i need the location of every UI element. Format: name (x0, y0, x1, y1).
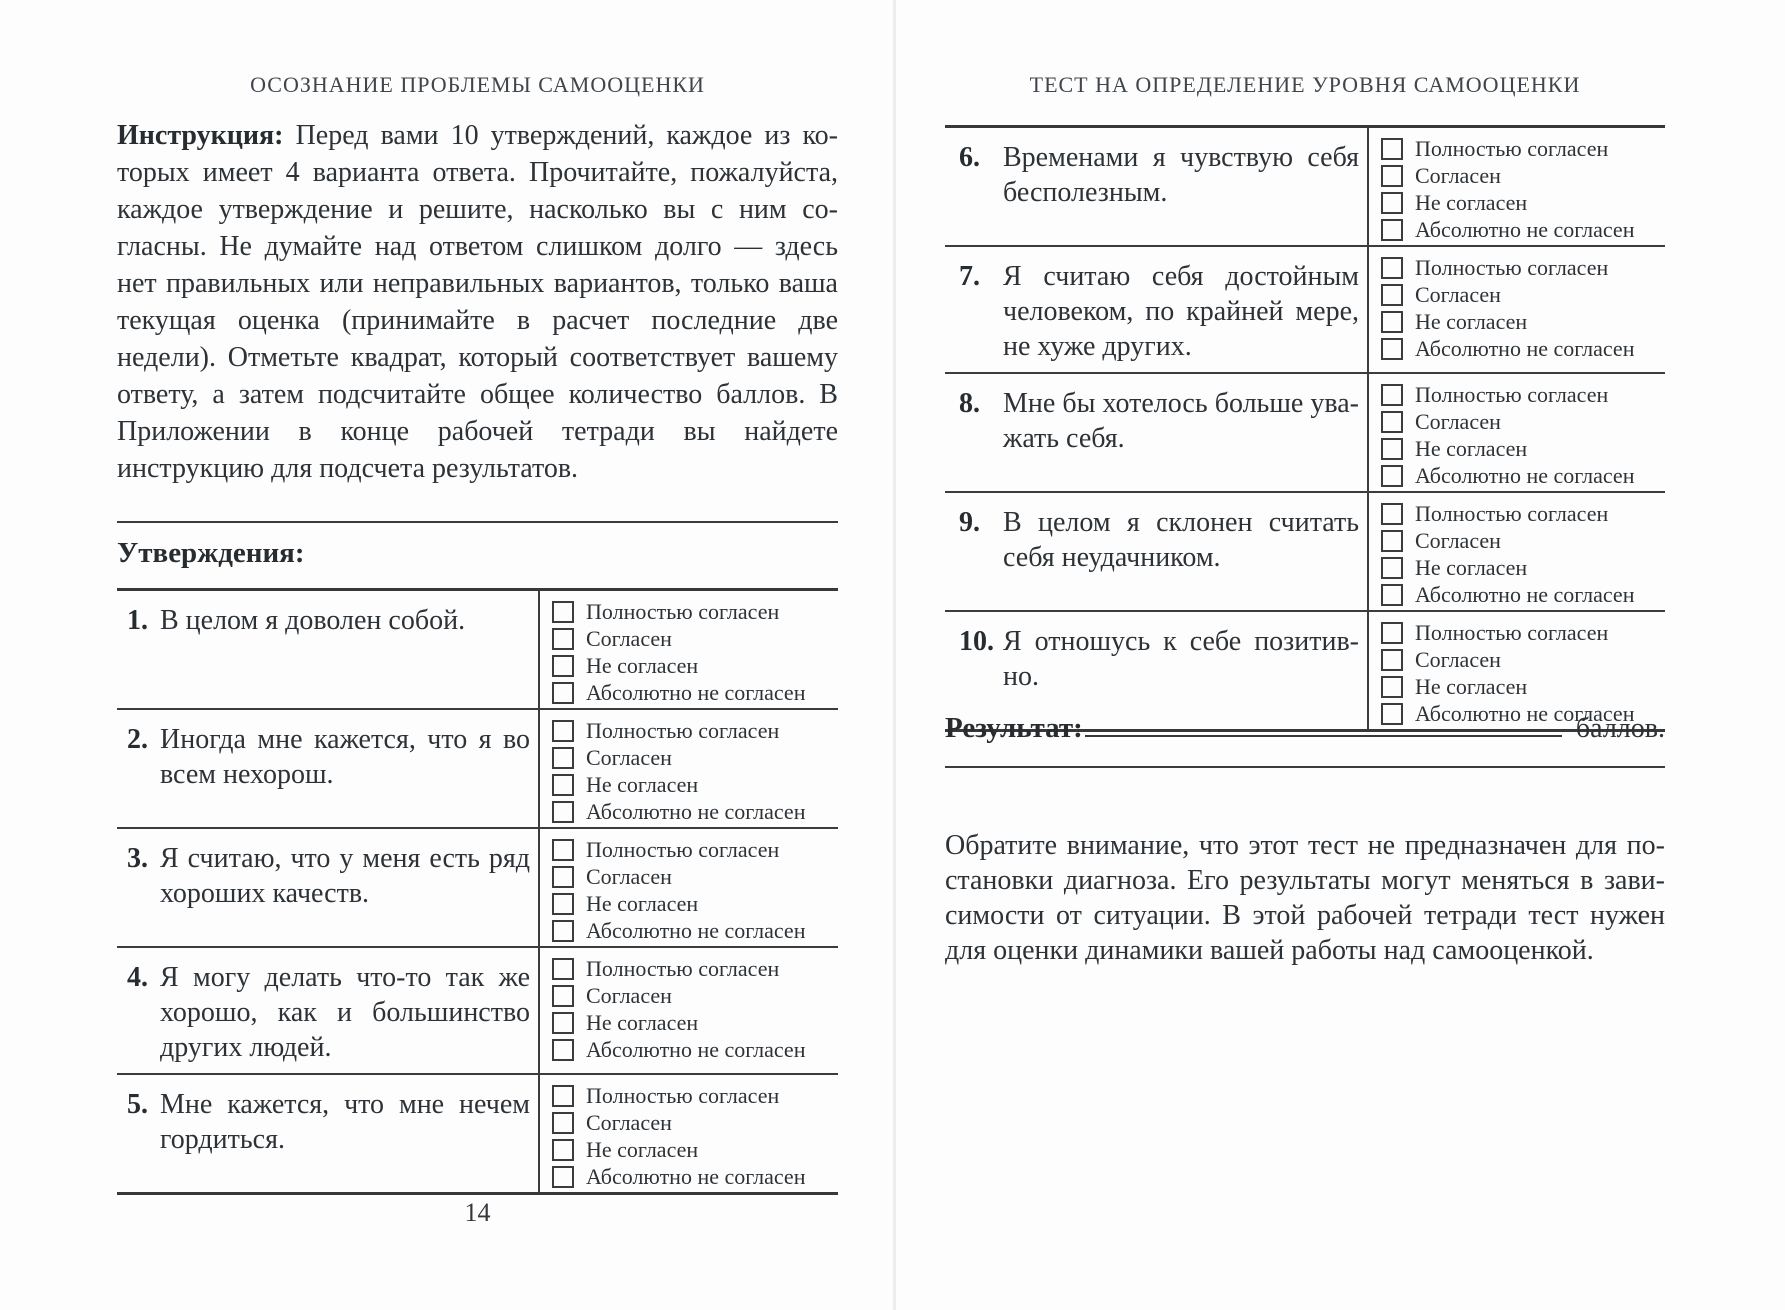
answer-options (538, 591, 838, 708)
statement-row (117, 1073, 838, 1192)
answer-option-label: Полностью согласен (1415, 135, 1609, 161)
answer-option-label: Абсолютно не согласен (1415, 581, 1635, 607)
answer-checkbox[interactable] (1381, 676, 1403, 698)
answer-option-label: Согласен (1415, 162, 1501, 188)
page-divider (893, 0, 896, 1310)
answer-option-label: Абсолютно не согласен (1415, 216, 1635, 242)
statements-table-1-5 (117, 588, 838, 1195)
answer-checkbox[interactable] (552, 1139, 574, 1161)
statement-number: 8. (959, 388, 980, 419)
note-paragraph: Обратите внимание, что этот тест не предназначен для постановки диагноза. Его результаты могут меняться в зависимости от ситуации. В этой рабочей тетради тест нужен для оценки динамики вашей работы над самооценкой. (945, 830, 1665, 966)
answer-option (1381, 435, 1661, 462)
answer-option (1381, 335, 1661, 362)
statement-number: 9. (959, 507, 980, 538)
result-points-label: баллов. (1575, 713, 1665, 744)
answer-option (1381, 408, 1661, 435)
answer-option (552, 679, 834, 706)
answer-option-label: Абсолютно не согласен (586, 679, 806, 705)
answer-option-label: Не согласен (1415, 673, 1528, 699)
answer-option (1381, 254, 1661, 281)
statement-row (117, 708, 838, 827)
answer-option-label: Не согласен (1415, 189, 1528, 215)
answer-option (552, 798, 834, 825)
answer-option-label: Полностью согласен (586, 1082, 780, 1108)
answer-option-label: Полностью согласен (1415, 381, 1609, 407)
answer-option-label: Не согласен (1415, 308, 1528, 334)
answer-checkbox[interactable] (1381, 384, 1403, 406)
statement-cell (117, 710, 538, 827)
answer-options (538, 948, 838, 1073)
answer-checkbox[interactable] (1381, 411, 1403, 433)
answer-checkbox[interactable] (552, 893, 574, 915)
answer-option-label: Полностью согласен (1415, 500, 1609, 526)
statement-row (945, 491, 1665, 610)
answer-checkbox[interactable] (552, 774, 574, 796)
answer-option-label: Согласен (586, 744, 672, 770)
answer-options (1367, 128, 1665, 245)
answer-option (552, 1009, 834, 1036)
answer-checkbox[interactable] (1381, 530, 1403, 552)
answer-checkbox[interactable] (552, 985, 574, 1007)
statement-number: 3. (127, 843, 148, 874)
statement-number: 2. (127, 724, 148, 755)
answer-options (1367, 493, 1665, 610)
answer-option-label: Не согласен (586, 771, 699, 797)
answer-option (552, 744, 834, 771)
answer-option-label: Не согласен (1415, 554, 1528, 580)
answer-option (552, 917, 834, 944)
statement-cell (945, 493, 1367, 610)
result-row (945, 712, 1665, 745)
answer-option-label: Не согласен (586, 1136, 699, 1162)
answer-checkbox[interactable] (552, 601, 574, 623)
statement-text: В целом я доволен собой. (160, 605, 466, 636)
answer-option-label: Абсолютно не согласен (586, 1163, 806, 1189)
answer-option-label: Согласен (586, 1109, 672, 1135)
answer-option (552, 836, 834, 863)
answer-option-label: Согласен (1415, 646, 1501, 672)
answer-option-label: Полностью согласен (1415, 254, 1609, 280)
answer-option-label: Полностью согласен (586, 717, 780, 743)
statement-text: Я считаю себя достойным человеком, по крайней мере, не хуже других. (1003, 261, 1359, 362)
answer-option (1381, 381, 1661, 408)
answer-checkbox[interactable] (552, 628, 574, 650)
answer-options (538, 710, 838, 827)
answer-option (1381, 619, 1661, 646)
statement-cell (117, 591, 538, 708)
answer-option (1381, 162, 1661, 189)
answer-option (1381, 216, 1661, 243)
answer-option-label: Согласен (586, 982, 672, 1008)
answer-checkbox[interactable] (1381, 503, 1403, 525)
page-number: 14 (464, 1198, 491, 1227)
statement-cell (117, 948, 538, 1073)
statement-text: Мне кажется, что мне нечем гордиться. (160, 1089, 530, 1155)
answer-option-label: Полностью согласен (1415, 619, 1609, 645)
statement-text: Я считаю, что у меня есть ряд хороших качеств. (160, 843, 530, 909)
answer-option (1381, 646, 1661, 673)
answer-checkbox[interactable] (552, 1085, 574, 1107)
result-label: Результат: (945, 712, 1083, 744)
answer-option (1381, 281, 1661, 308)
answer-checkbox[interactable] (552, 1012, 574, 1034)
answer-option-label: Абсолютно не согласен (586, 1036, 806, 1062)
answer-option-label: Полностью согласен (586, 955, 780, 981)
answer-option-label: Полностью согласен (586, 598, 780, 624)
answer-option (1381, 673, 1661, 700)
result-rule (945, 766, 1665, 768)
statement-number: 1. (127, 605, 148, 636)
statement-cell (117, 829, 538, 946)
answer-option (552, 1136, 834, 1163)
answer-options (1367, 374, 1665, 491)
answer-option (552, 1082, 834, 1109)
answer-checkbox[interactable] (552, 747, 574, 769)
answer-checkbox[interactable] (1381, 219, 1403, 241)
answer-option-label: Согласен (1415, 408, 1501, 434)
answer-checkbox[interactable] (552, 866, 574, 888)
answer-option-label: Согласен (1415, 281, 1501, 307)
answer-checkbox[interactable] (1381, 338, 1403, 360)
statement-number: 6. (959, 142, 980, 173)
answer-option (552, 652, 834, 679)
answer-checkbox[interactable] (1381, 465, 1403, 487)
answer-option-label: Полностью согласен (586, 836, 780, 862)
answer-option (552, 890, 834, 917)
answer-option-label: Абсолютно не согласен (1415, 700, 1635, 726)
statement-number: 7. (959, 261, 980, 292)
answer-option (1381, 500, 1661, 527)
answer-option-label: Абсолютно не согласен (586, 798, 806, 824)
answer-checkbox[interactable] (552, 958, 574, 980)
answer-checkbox[interactable] (1381, 622, 1403, 644)
answer-checkbox[interactable] (1381, 649, 1403, 671)
answer-checkbox[interactable] (552, 655, 574, 677)
answer-checkbox[interactable] (1381, 138, 1403, 160)
statement-text: Я могу делать что-то так же хорошо, как и большинство других людей. (160, 962, 530, 1063)
answer-option-label: Абсолютно не согласен (1415, 462, 1635, 488)
answer-checkbox[interactable] (1381, 284, 1403, 306)
answer-checkbox[interactable] (1381, 311, 1403, 333)
statement-cell (117, 1075, 538, 1192)
answer-option (1381, 308, 1661, 335)
answer-option (1381, 527, 1661, 554)
answer-option (1381, 554, 1661, 581)
answer-option-label: Не согласен (1415, 435, 1528, 461)
statement-row (945, 245, 1665, 372)
answer-option (1381, 581, 1661, 608)
statements-table-6-10 (945, 125, 1665, 732)
statement-number: 10. (959, 626, 994, 657)
statement-text: Временами я чувствую себя бесполезным. (1003, 142, 1359, 208)
answer-option-label: Абсолютно не согласен (586, 917, 806, 943)
answer-checkbox[interactable] (552, 1039, 574, 1061)
running-head-right: ТЕСТ НА ОПРЕДЕЛЕНИЕ УРОВНЯ САМООЦЕНКИ (1029, 72, 1581, 97)
statement-text: Мне бы хотелось больше уважать себя. (1003, 388, 1359, 454)
answer-checkbox[interactable] (552, 1112, 574, 1134)
answer-option-label: Не согласен (586, 1009, 699, 1035)
statement-row (117, 591, 838, 708)
instruction-text: Перед вами 10 утверждений, каждое из которых имеет 4 варианта ответа. Прочитайте, пожалуйста, каждое утверждение и решите, насколько вы с ним согласны. Не думайте над ответом слишком долго — здесь нет правильных или неправильных вариантов, только ваша текущая оценка (принимайте в расчет последние две недели). Отметьте квадрат, который соответствует вашему ответу, а затем подсчитайте общее количество баллов. В Приложении в конце рабочей тетради вы найдете инструкцию для подсчета результатов. (117, 120, 838, 484)
answer-checkbox[interactable] (552, 920, 574, 942)
statement-number: 4. (127, 962, 148, 993)
answer-option-label: Не согласен (586, 890, 699, 916)
answer-option (552, 982, 834, 1009)
answer-option-label: Согласен (586, 625, 672, 651)
answer-checkbox[interactable] (552, 839, 574, 861)
answer-checkbox[interactable] (552, 801, 574, 823)
answer-option (552, 1109, 834, 1136)
answer-option (552, 1036, 834, 1063)
instruction-paragraph (117, 117, 838, 487)
answer-option (552, 771, 834, 798)
answer-checkbox[interactable] (1381, 192, 1403, 214)
statement-row (117, 827, 838, 946)
answer-checkbox[interactable] (552, 682, 574, 704)
answer-option (552, 1163, 834, 1190)
answer-checkbox[interactable] (1381, 584, 1403, 606)
answer-options (538, 829, 838, 946)
answer-checkbox[interactable] (1381, 165, 1403, 187)
answer-options (538, 1075, 838, 1192)
answer-option (1381, 462, 1661, 489)
statement-text: В целом я склонен считать себя неудачником. (1003, 507, 1359, 573)
answer-option-label: Абсолютно не согласен (1415, 335, 1635, 361)
statement-row (945, 372, 1665, 491)
instruction-label: Инструкция: (117, 120, 284, 151)
answer-option (552, 717, 834, 744)
answer-option (552, 863, 834, 890)
answer-option (1381, 189, 1661, 216)
statement-text: Я отношусь к себе позитивно. (1003, 626, 1359, 692)
answer-checkbox[interactable] (1381, 557, 1403, 579)
answer-options (1367, 247, 1665, 372)
answer-checkbox[interactable] (1381, 257, 1403, 279)
answer-option-label: Не согласен (586, 652, 699, 678)
running-head-left: ОСОЗНАНИЕ ПРОБЛЕМЫ САМООЦЕНКИ (250, 72, 705, 97)
answer-checkbox[interactable] (1381, 438, 1403, 460)
answer-option-label: Согласен (586, 863, 672, 889)
statement-text: Иногда мне кажется, что я во всем нехорош. (160, 724, 530, 790)
statement-cell (945, 374, 1367, 491)
answer-option-label: Согласен (1415, 527, 1501, 553)
answer-option (552, 598, 834, 625)
statements-heading: Утверждения: (117, 537, 305, 569)
answer-option (552, 955, 834, 982)
statement-row (945, 128, 1665, 245)
answer-option (552, 625, 834, 652)
answer-option (1381, 135, 1661, 162)
statement-number: 5. (127, 1089, 148, 1120)
statement-cell (945, 128, 1367, 245)
statement-cell (945, 247, 1367, 372)
section-rule (117, 521, 838, 523)
result-blank-line[interactable] (1085, 735, 1562, 737)
statement-row (117, 946, 838, 1073)
answer-checkbox[interactable] (552, 1166, 574, 1188)
answer-checkbox[interactable] (552, 720, 574, 742)
